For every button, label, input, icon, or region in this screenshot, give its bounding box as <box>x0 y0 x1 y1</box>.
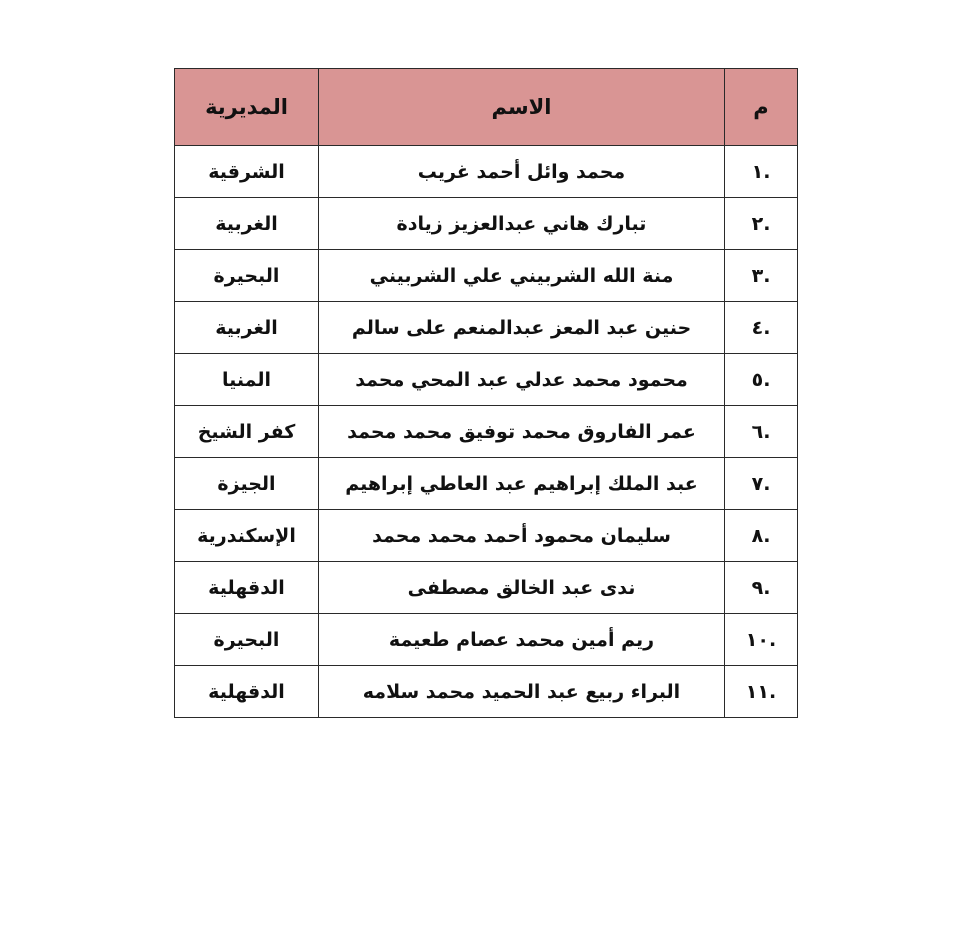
row-num-cell: .٥ <box>725 354 798 406</box>
row-num-cell: .٨ <box>725 510 798 562</box>
table-row <box>175 458 798 510</box>
row-name-cell: تبارك هاني عبدالعزيز زيادة <box>319 198 725 250</box>
table-row <box>175 510 798 562</box>
header-num: م <box>725 69 798 146</box>
row-governorate-cell: كفر الشيخ <box>175 406 319 458</box>
row-num-cell: .٣ <box>725 250 798 302</box>
row-name-cell: ريم أمين محمد عصام طعيمة <box>319 614 725 666</box>
row-name-cell: ندى عبد الخالق مصطفى <box>319 562 725 614</box>
row-name-cell: حنين عبد المعز عبدالمنعم على سالم <box>319 302 725 354</box>
row-num-cell: .١١ <box>725 666 798 718</box>
table-body <box>175 146 798 718</box>
table-row <box>175 302 798 354</box>
row-name-cell: البراء ربيع عبد الحميد محمد سلامه <box>319 666 725 718</box>
row-governorate-cell: البحيرة <box>175 250 319 302</box>
row-num-cell: .٩ <box>725 562 798 614</box>
table-row <box>175 406 798 458</box>
row-name-cell: سليمان محمود أحمد محمد محمد <box>319 510 725 562</box>
table-row <box>175 146 798 198</box>
table-header <box>175 69 798 146</box>
row-governorate-cell: الإسكندرية <box>175 510 319 562</box>
table-row <box>175 354 798 406</box>
row-governorate-cell: الدقهلية <box>175 562 319 614</box>
row-governorate-cell: الدقهلية <box>175 666 319 718</box>
table-row <box>175 666 798 718</box>
row-num-cell: .١٠ <box>725 614 798 666</box>
row-num-cell: .٧ <box>725 458 798 510</box>
row-num-cell: .٢ <box>725 198 798 250</box>
table-row <box>175 250 798 302</box>
row-num-cell: .٤ <box>725 302 798 354</box>
header-row <box>175 69 798 146</box>
names-table <box>174 68 798 718</box>
row-name-cell: محمد وائل أحمد غريب <box>319 146 725 198</box>
row-name-cell: عبد الملك إبراهيم عبد العاطي إبراهيم <box>319 458 725 510</box>
row-governorate-cell: الغربية <box>175 198 319 250</box>
row-num-cell: .٦ <box>725 406 798 458</box>
table-row <box>175 198 798 250</box>
row-governorate-cell: المنيا <box>175 354 319 406</box>
row-num-cell: .١ <box>725 146 798 198</box>
header-governorate: المديرية <box>175 69 319 146</box>
row-governorate-cell: الجيزة <box>175 458 319 510</box>
row-name-cell: عمر الفاروق محمد توفيق محمد محمد <box>319 406 725 458</box>
row-name-cell: منة الله الشربيني علي الشربيني <box>319 250 725 302</box>
row-name-cell: محمود محمد عدلي عبد المحي محمد <box>319 354 725 406</box>
row-governorate-cell: البحيرة <box>175 614 319 666</box>
table-row <box>175 562 798 614</box>
table-row <box>175 614 798 666</box>
row-governorate-cell: الشرقية <box>175 146 319 198</box>
row-governorate-cell: الغربية <box>175 302 319 354</box>
header-name: الاسم <box>319 69 725 146</box>
